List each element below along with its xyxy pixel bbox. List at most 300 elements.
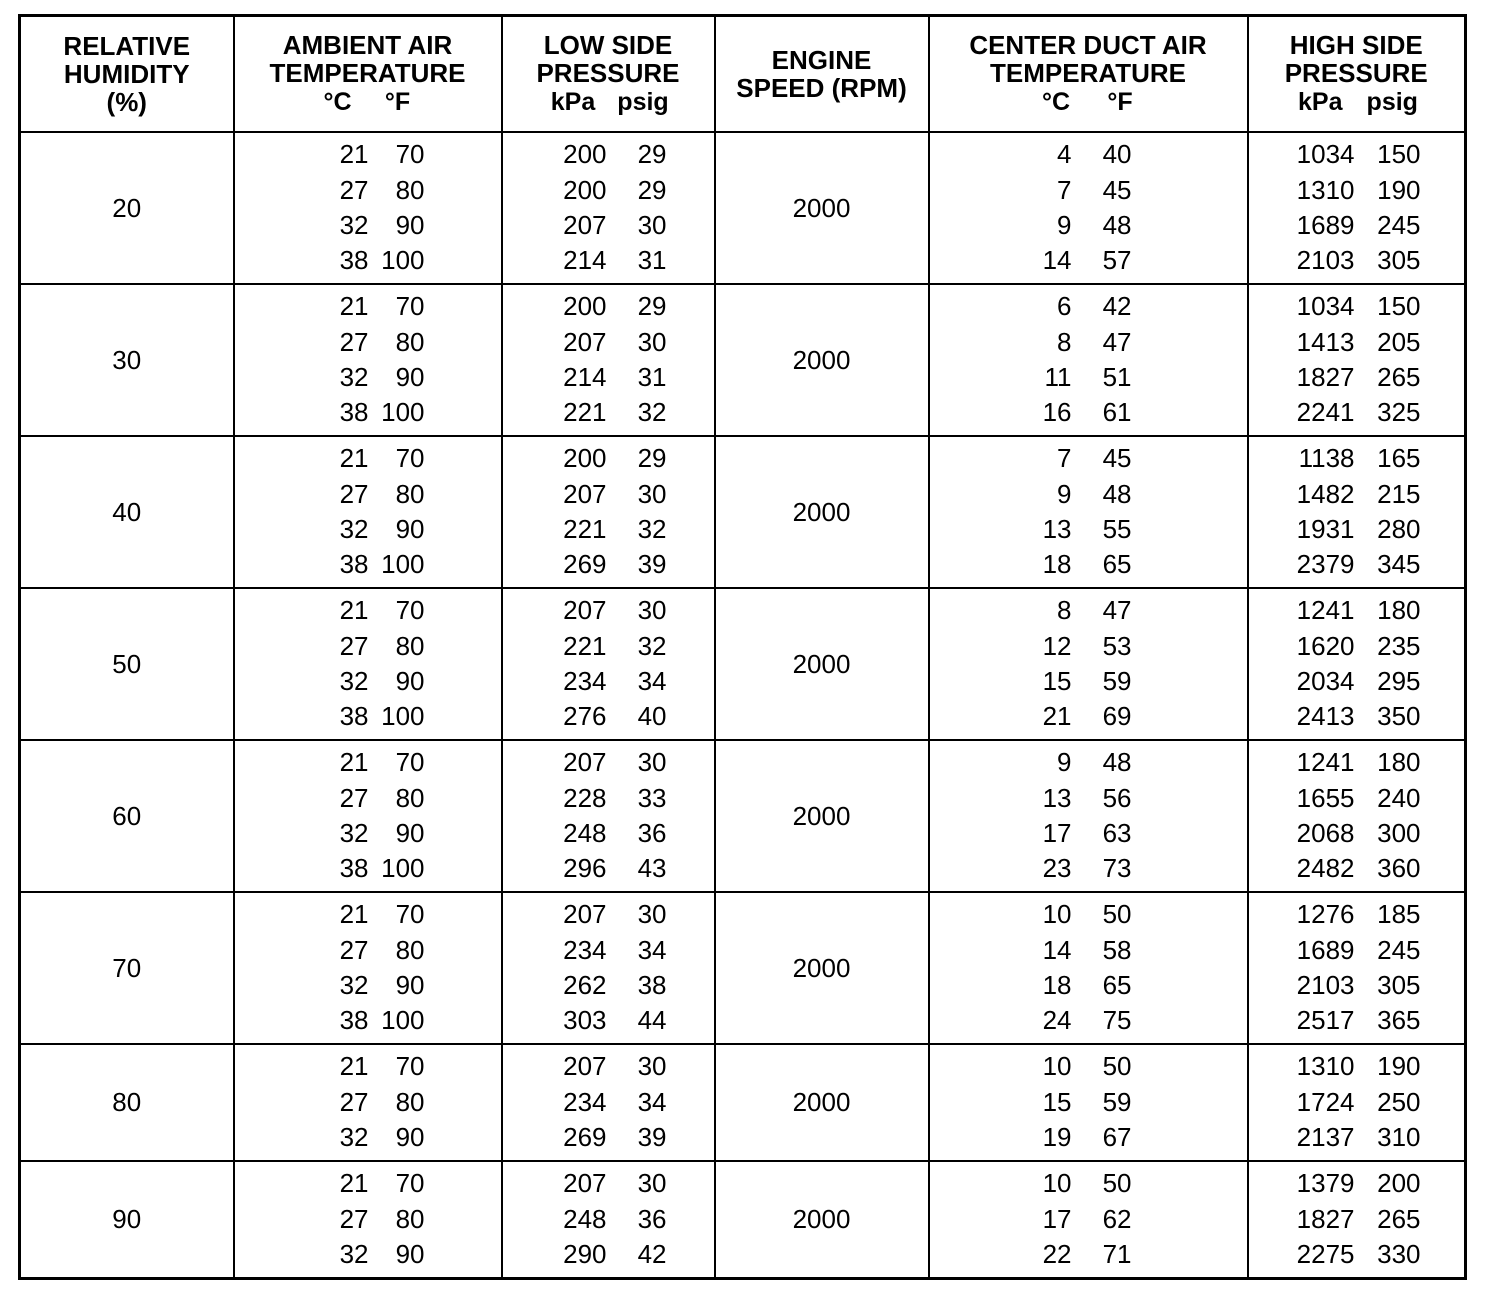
value-secondary: 42 [637, 1239, 667, 1270]
value-secondary: 90 [395, 970, 425, 1000]
value-pair [1249, 781, 1465, 816]
value-primary: 200 [563, 443, 607, 474]
value-pair [930, 1049, 1247, 1084]
value-primary: 269 [563, 1122, 607, 1153]
value-pair [503, 897, 714, 932]
value-pair [503, 1120, 714, 1155]
value-primary: 2379 [1296, 549, 1355, 580]
header-center-duct-air-temperature: CENTER DUCT AIR TEMPERATURE °C °F [929, 16, 1248, 133]
value-secondary: 365 [1377, 1005, 1421, 1036]
value-primary: 21 [339, 747, 369, 778]
table-row [20, 740, 1466, 892]
value-primary: 214 [563, 245, 607, 276]
value-primary: 32 [339, 970, 369, 1000]
value-secondary: 30 [637, 747, 667, 778]
value-primary: 1241 [1296, 595, 1355, 626]
value-secondary: 50 [1102, 1051, 1132, 1082]
value-pair [503, 593, 714, 628]
value-primary: 207 [563, 747, 607, 778]
value-pair [1249, 664, 1465, 699]
value-secondary: 235 [1377, 630, 1421, 661]
value-pair [930, 593, 1247, 628]
value-primary: 32 [339, 818, 369, 848]
high-side-pressure-cell [1248, 588, 1466, 740]
value-primary: 1482 [1296, 478, 1355, 509]
low-side-pressure-cell [502, 284, 715, 436]
value-pair [1249, 289, 1465, 324]
engine-speed-cell: 2000 [715, 892, 929, 1044]
value-pair [503, 1085, 714, 1120]
value-primary: 38 [339, 397, 369, 428]
value-primary: 269 [563, 549, 607, 580]
value-secondary: 65 [1102, 549, 1132, 580]
value-primary: 221 [563, 630, 607, 661]
value-primary: 207 [563, 210, 607, 240]
value-pair [1249, 512, 1465, 547]
value-secondary: 32 [637, 397, 667, 428]
center-duct-temperature-cell [929, 284, 1248, 436]
value-secondary: 38 [637, 970, 667, 1000]
low-side-pressure-cell [502, 1161, 715, 1279]
value-primary: 1620 [1296, 630, 1355, 661]
value-secondary: 100 [381, 549, 425, 580]
value-pair [235, 1166, 501, 1201]
engine-speed-cell: 2000 [715, 1161, 929, 1279]
value-secondary: 80 [395, 934, 425, 965]
value-secondary: 180 [1377, 747, 1421, 778]
value-pair [1249, 325, 1465, 360]
value-primary: 27 [339, 782, 369, 813]
value-secondary: 40 [1102, 139, 1132, 170]
value-secondary: 200 [1377, 1168, 1421, 1199]
value-pair [930, 512, 1247, 547]
value-primary: 207 [563, 899, 607, 930]
value-secondary: 205 [1377, 326, 1421, 357]
value-secondary: 30 [637, 210, 667, 240]
low-side-pressure-cell [502, 436, 715, 588]
value-secondary: 70 [395, 291, 425, 322]
table-row [20, 284, 1466, 436]
value-secondary: 90 [395, 362, 425, 392]
value-pair [503, 629, 714, 664]
value-secondary: 30 [637, 899, 667, 930]
value-primary: 1276 [1296, 899, 1355, 930]
value-primary: 12 [1042, 630, 1072, 661]
value-pair [1249, 1120, 1465, 1155]
value-pair [1249, 243, 1465, 278]
value-pair [235, 781, 501, 816]
high-side-pressure-cell [1248, 892, 1466, 1044]
value-pair [930, 1237, 1247, 1272]
value-pair [235, 289, 501, 324]
value-secondary: 90 [395, 818, 425, 848]
value-primary: 2482 [1296, 853, 1355, 884]
value-pair [1249, 477, 1465, 512]
value-primary: 21 [339, 1168, 369, 1199]
value-pair [930, 137, 1247, 172]
value-primary: 1931 [1296, 514, 1355, 544]
value-primary: 9 [1057, 478, 1072, 509]
value-pair [930, 173, 1247, 208]
value-primary: 207 [563, 595, 607, 626]
value-secondary: 50 [1102, 899, 1132, 930]
value-secondary: 45 [1102, 443, 1132, 474]
value-secondary: 36 [637, 818, 667, 848]
value-pair [503, 1049, 714, 1084]
value-secondary: 48 [1102, 210, 1132, 240]
value-pair [1249, 897, 1465, 932]
value-pair [503, 395, 714, 430]
relative-humidity-cell: 30 [20, 284, 234, 436]
ambient-temperature-cell [234, 132, 502, 284]
value-pair [1249, 816, 1465, 851]
value-secondary: 42 [1102, 291, 1132, 322]
value-primary: 14 [1042, 245, 1072, 276]
value-primary: 214 [563, 362, 607, 392]
value-pair [930, 1120, 1247, 1155]
value-secondary: 100 [381, 397, 425, 428]
ambient-temperature-cell [234, 588, 502, 740]
value-primary: 1310 [1296, 1051, 1355, 1082]
value-primary: 276 [563, 701, 607, 732]
value-secondary: 240 [1377, 782, 1421, 813]
value-pair [235, 897, 501, 932]
value-secondary: 300 [1377, 818, 1421, 848]
value-pair [1249, 173, 1465, 208]
value-secondary: 33 [637, 782, 667, 813]
value-primary: 13 [1042, 514, 1072, 544]
value-pair [235, 325, 501, 360]
value-primary: 234 [563, 934, 607, 965]
value-pair [503, 781, 714, 816]
value-primary: 1689 [1296, 934, 1355, 965]
value-secondary: 75 [1102, 1005, 1132, 1036]
value-primary: 207 [563, 478, 607, 509]
value-pair [1249, 593, 1465, 628]
value-primary: 1827 [1296, 1203, 1355, 1234]
value-pair [1249, 851, 1465, 886]
value-secondary: 80 [395, 326, 425, 357]
value-secondary: 43 [637, 853, 667, 884]
value-pair [1249, 933, 1465, 968]
value-secondary: 63 [1102, 818, 1132, 848]
value-secondary: 190 [1377, 1051, 1421, 1082]
value-secondary: 310 [1377, 1122, 1421, 1153]
value-secondary: 100 [381, 853, 425, 884]
header-high-side-pressure: HIGH SIDE PRESSURE kPa psig [1248, 16, 1466, 133]
value-primary: 11 [1044, 362, 1072, 392]
value-secondary: 80 [395, 1086, 425, 1117]
value-secondary: 90 [395, 514, 425, 544]
value-pair [503, 289, 714, 324]
value-pair [235, 173, 501, 208]
value-secondary: 56 [1102, 782, 1132, 813]
value-secondary: 185 [1377, 899, 1421, 930]
value-pair [930, 360, 1247, 395]
value-secondary: 59 [1102, 1086, 1132, 1117]
table-row [20, 1161, 1466, 1279]
value-pair [235, 1049, 501, 1084]
value-secondary: 100 [381, 701, 425, 732]
value-primary: 1138 [1298, 443, 1355, 474]
value-primary: 32 [339, 362, 369, 392]
value-secondary: 80 [395, 630, 425, 661]
value-primary: 207 [563, 1051, 607, 1082]
value-pair [1249, 1166, 1465, 1201]
value-secondary: 80 [395, 478, 425, 509]
value-primary: 262 [563, 970, 607, 1000]
value-secondary: 295 [1377, 666, 1421, 696]
value-secondary: 150 [1377, 139, 1421, 170]
engine-speed-cell: 2000 [715, 284, 929, 436]
value-pair [503, 1202, 714, 1237]
low-side-pressure-cell [502, 892, 715, 1044]
relative-humidity-cell: 40 [20, 436, 234, 588]
value-secondary: 30 [637, 326, 667, 357]
value-secondary: 90 [395, 1239, 425, 1270]
center-duct-temperature-cell [929, 892, 1248, 1044]
value-primary: 248 [563, 1203, 607, 1234]
low-side-pressure-cell [502, 132, 715, 284]
value-pair [930, 699, 1247, 734]
value-secondary: 70 [395, 1168, 425, 1199]
value-pair [235, 477, 501, 512]
value-pair [503, 243, 714, 278]
value-pair [1249, 1085, 1465, 1120]
header-row [20, 16, 1466, 133]
value-pair [235, 664, 501, 699]
value-secondary: 245 [1377, 934, 1421, 965]
value-pair [930, 289, 1247, 324]
relative-humidity-cell: 80 [20, 1044, 234, 1161]
value-primary: 21 [339, 291, 369, 322]
value-secondary: 34 [637, 666, 667, 696]
value-secondary: 29 [637, 291, 667, 322]
value-secondary: 360 [1377, 853, 1421, 884]
value-secondary: 330 [1377, 1239, 1421, 1270]
value-primary: 1655 [1296, 782, 1355, 813]
value-primary: 19 [1042, 1122, 1072, 1153]
value-primary: 234 [563, 1086, 607, 1117]
ambient-temperature-cell [234, 1161, 502, 1279]
value-primary: 1241 [1296, 747, 1355, 778]
value-secondary: 180 [1377, 595, 1421, 626]
value-pair [503, 851, 714, 886]
value-primary: 32 [339, 666, 369, 696]
value-pair [930, 325, 1247, 360]
value-secondary: 70 [395, 139, 425, 170]
value-pair [930, 781, 1247, 816]
value-pair [503, 512, 714, 547]
value-pair [930, 243, 1247, 278]
center-duct-temperature-cell [929, 1044, 1248, 1161]
value-pair [503, 933, 714, 968]
center-duct-temperature-cell [929, 588, 1248, 740]
value-secondary: 48 [1102, 478, 1132, 509]
engine-speed-cell: 2000 [715, 436, 929, 588]
value-pair [235, 1120, 501, 1155]
value-secondary: 30 [637, 1051, 667, 1082]
value-primary: 1379 [1296, 1168, 1355, 1199]
value-pair [235, 593, 501, 628]
value-primary: 9 [1057, 210, 1072, 240]
relative-humidity-cell: 60 [20, 740, 234, 892]
value-primary: 22 [1042, 1239, 1072, 1270]
value-secondary: 31 [637, 362, 667, 392]
value-pair [503, 360, 714, 395]
value-pair [930, 1085, 1247, 1120]
value-pair [503, 208, 714, 243]
value-primary: 21 [339, 139, 369, 170]
value-primary: 18 [1042, 549, 1072, 580]
value-secondary: 34 [637, 1086, 667, 1117]
value-primary: 32 [339, 210, 369, 240]
table-row [20, 132, 1466, 284]
value-primary: 10 [1042, 899, 1072, 930]
value-pair [235, 968, 501, 1003]
value-secondary: 90 [395, 210, 425, 240]
value-secondary: 48 [1102, 747, 1132, 778]
value-pair [503, 664, 714, 699]
value-primary: 27 [339, 630, 369, 661]
value-pair [235, 360, 501, 395]
value-secondary: 70 [395, 899, 425, 930]
value-pair [1249, 1202, 1465, 1237]
value-pair [235, 208, 501, 243]
table-row [20, 892, 1466, 1044]
value-secondary: 215 [1377, 478, 1421, 509]
value-secondary: 58 [1102, 934, 1132, 965]
relative-humidity-cell: 70 [20, 892, 234, 1044]
value-secondary: 190 [1377, 174, 1421, 205]
value-pair [235, 243, 501, 278]
value-secondary: 305 [1377, 970, 1421, 1000]
value-primary: 8 [1057, 595, 1072, 626]
value-secondary: 39 [637, 1122, 667, 1153]
value-primary: 1413 [1296, 326, 1355, 357]
value-secondary: 100 [381, 1005, 425, 1036]
value-primary: 17 [1042, 818, 1072, 848]
value-secondary: 69 [1102, 701, 1132, 732]
value-pair [1249, 699, 1465, 734]
value-primary: 1034 [1296, 139, 1355, 170]
high-side-pressure-cell [1248, 436, 1466, 588]
value-pair [930, 664, 1247, 699]
ambient-temperature-cell [234, 436, 502, 588]
value-pair [1249, 547, 1465, 582]
value-pair [235, 137, 501, 172]
value-pair [930, 851, 1247, 886]
value-pair [503, 173, 714, 208]
value-pair [930, 933, 1247, 968]
value-primary: 290 [563, 1239, 607, 1270]
high-side-pressure-cell [1248, 740, 1466, 892]
center-duct-temperature-cell [929, 132, 1248, 284]
value-primary: 21 [339, 899, 369, 930]
engine-speed-cell: 2000 [715, 132, 929, 284]
low-side-pressure-cell [502, 740, 715, 892]
value-pair [235, 629, 501, 664]
value-primary: 15 [1042, 1086, 1072, 1117]
value-secondary: 80 [395, 174, 425, 205]
value-pair [1249, 208, 1465, 243]
value-pair [235, 1202, 501, 1237]
value-primary: 248 [563, 818, 607, 848]
value-secondary: 245 [1377, 210, 1421, 240]
relative-humidity-cell: 50 [20, 588, 234, 740]
value-pair [930, 547, 1247, 582]
value-primary: 296 [563, 853, 607, 884]
value-primary: 7 [1057, 443, 1072, 474]
value-pair [1249, 1003, 1465, 1038]
value-pair [235, 1003, 501, 1038]
header-relative-humidity: RELATIVE HUMIDITY (%) [20, 16, 234, 133]
value-secondary: 70 [395, 747, 425, 778]
value-secondary: 32 [637, 630, 667, 661]
value-pair [1249, 745, 1465, 780]
value-primary: 18 [1042, 970, 1072, 1000]
value-primary: 2137 [1296, 1122, 1355, 1153]
value-primary: 27 [339, 326, 369, 357]
low-side-pressure-cell [502, 588, 715, 740]
value-primary: 21 [339, 595, 369, 626]
value-primary: 2103 [1296, 970, 1355, 1000]
value-secondary: 30 [637, 595, 667, 626]
table-body [20, 132, 1466, 1279]
value-primary: 4 [1057, 139, 1072, 170]
value-primary: 38 [339, 853, 369, 884]
value-pair [235, 395, 501, 430]
value-primary: 21 [339, 1051, 369, 1082]
value-secondary: 61 [1102, 397, 1132, 428]
value-pair [930, 1003, 1247, 1038]
value-pair [235, 1085, 501, 1120]
value-pair [503, 441, 714, 476]
value-pair [1249, 629, 1465, 664]
value-pair [930, 1202, 1247, 1237]
value-primary: 2517 [1296, 1005, 1355, 1036]
value-pair [1249, 360, 1465, 395]
value-primary: 14 [1042, 934, 1072, 965]
value-pair [503, 1237, 714, 1272]
ambient-temperature-cell [234, 284, 502, 436]
value-pair [503, 1166, 714, 1201]
value-secondary: 150 [1377, 291, 1421, 322]
center-duct-temperature-cell [929, 1161, 1248, 1279]
table-row [20, 588, 1466, 740]
value-secondary: 44 [637, 1005, 667, 1036]
value-primary: 7 [1057, 174, 1072, 205]
engine-speed-cell: 2000 [715, 740, 929, 892]
value-pair [930, 897, 1247, 932]
high-side-pressure-cell [1248, 284, 1466, 436]
value-secondary: 39 [637, 549, 667, 580]
value-primary: 1827 [1296, 362, 1355, 392]
value-secondary: 265 [1377, 1203, 1421, 1234]
value-primary: 24 [1042, 1005, 1072, 1036]
value-primary: 27 [339, 478, 369, 509]
value-pair [930, 441, 1247, 476]
value-secondary: 100 [381, 245, 425, 276]
value-primary: 2413 [1296, 701, 1355, 732]
engine-speed-cell: 2000 [715, 1044, 929, 1161]
value-primary: 27 [339, 1086, 369, 1117]
value-secondary: 55 [1102, 514, 1132, 544]
header-low-side-pressure: LOW SIDE PRESSURE kPa psig [502, 16, 715, 133]
value-primary: 1310 [1296, 174, 1355, 205]
value-secondary: 34 [637, 934, 667, 965]
value-primary: 27 [339, 1203, 369, 1234]
